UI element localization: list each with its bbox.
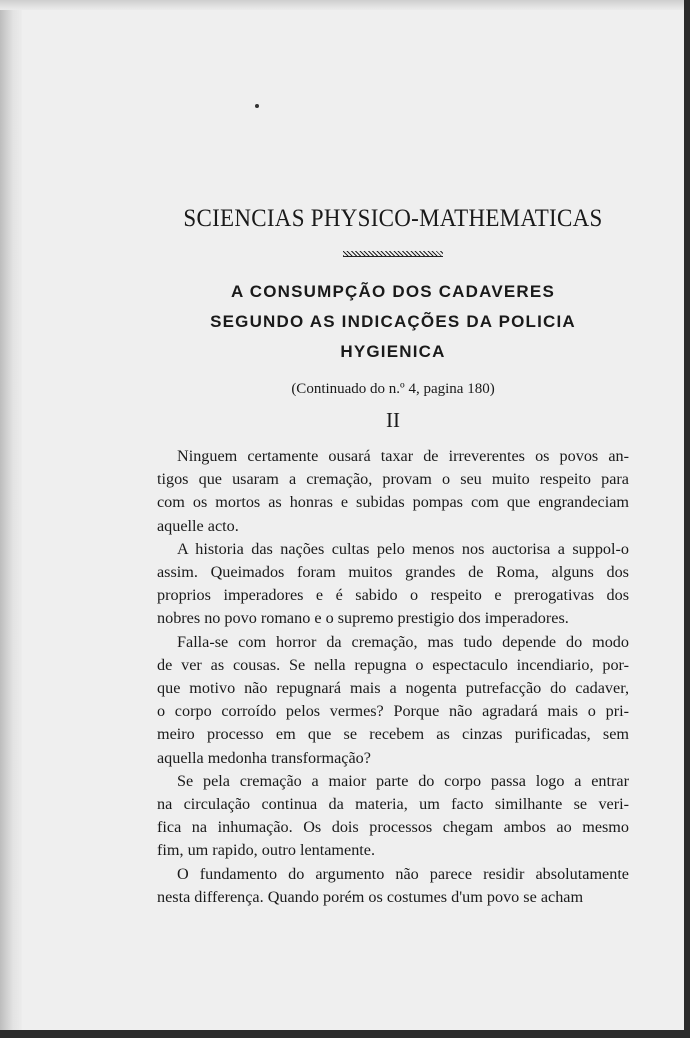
page-right-edge xyxy=(684,0,690,1038)
ornamental-divider xyxy=(343,251,443,257)
article-title xyxy=(157,277,629,367)
section-title: SCIENCIAS PHYSICO-MATHEMATICAS xyxy=(183,205,603,232)
paragraph xyxy=(157,863,629,909)
text-line: tigos que usaram a cremação, provam o seu muito respeito para xyxy=(157,470,629,489)
text-line: Falla-se com horror da cremação, mas tudo depende do modo xyxy=(177,632,629,651)
text-line: nesta differença. Quando porém os costumes d'um povo se acham xyxy=(157,887,584,906)
text-line: fica na inhumação. Os dois processos chegam ambos ao mesmo xyxy=(157,818,629,837)
article-title-line-1: A CONSUMPÇÃO DOS CADAVERES xyxy=(230,282,555,301)
text-line: Ninguem certamente ousará taxar de irreverentes os povos an- xyxy=(177,447,629,465)
chapter-numeral: II xyxy=(386,408,400,432)
paragraph xyxy=(157,538,629,631)
text-line: meiro processo em que se recebem as cinzas purificadas, sem xyxy=(157,725,629,744)
text-line: o corpo corroído pelos vermes? Porque não agradará mais o pri- xyxy=(157,702,629,721)
page-top-edge xyxy=(0,0,690,10)
text-line: fim, um rapido, outro lentamente. xyxy=(157,841,376,860)
article-title-line-2: SEGUNDO AS INDICAÇÕES DA POLICIA HYGIENICA xyxy=(210,312,576,361)
paragraph xyxy=(157,770,629,863)
text-line: Se pela cremação a maior parte do corpo passa logo a entrar xyxy=(177,771,629,790)
paragraph xyxy=(157,631,629,770)
text-line: aquelle acto. xyxy=(157,516,239,535)
page-bottom-edge xyxy=(0,1030,690,1038)
text-line: proprios imperadores e é sabido o respeito e prerogativas dos xyxy=(157,586,629,605)
text-line: na circulação continua da materia, um facto similhante se veri- xyxy=(157,795,629,814)
text-line: com os mortos as honras e subidas pompas com que engrandeciam xyxy=(157,493,629,512)
text-line: aquella medonha transformação? xyxy=(157,748,371,767)
ink-speck xyxy=(255,104,259,108)
continued-note: (Continuado do n.º 4, pagina 180) xyxy=(291,381,495,397)
page-left-edge xyxy=(0,0,22,1038)
text-line: assim. Queimados foram muitos grandes de Roma, alguns dos xyxy=(157,563,629,582)
body-text xyxy=(157,445,629,909)
text-line: A historia das nações cultas pelo menos nos auctorisa a suppol-o xyxy=(177,539,629,558)
paragraph xyxy=(157,445,629,538)
text-line: de ver as cousas. Se nella repugna o espectaculo incendiario, por- xyxy=(157,655,629,674)
text-line: O fundamento do argumento não parece residir absolutamente xyxy=(177,864,629,883)
text-line: que motivo não repugnará mais a nogenta putrefacção do cadaver, xyxy=(157,679,629,698)
page-content xyxy=(157,205,629,909)
text-line: nobres no povo romano e o supremo prestigio dos imperadores. xyxy=(157,609,569,628)
